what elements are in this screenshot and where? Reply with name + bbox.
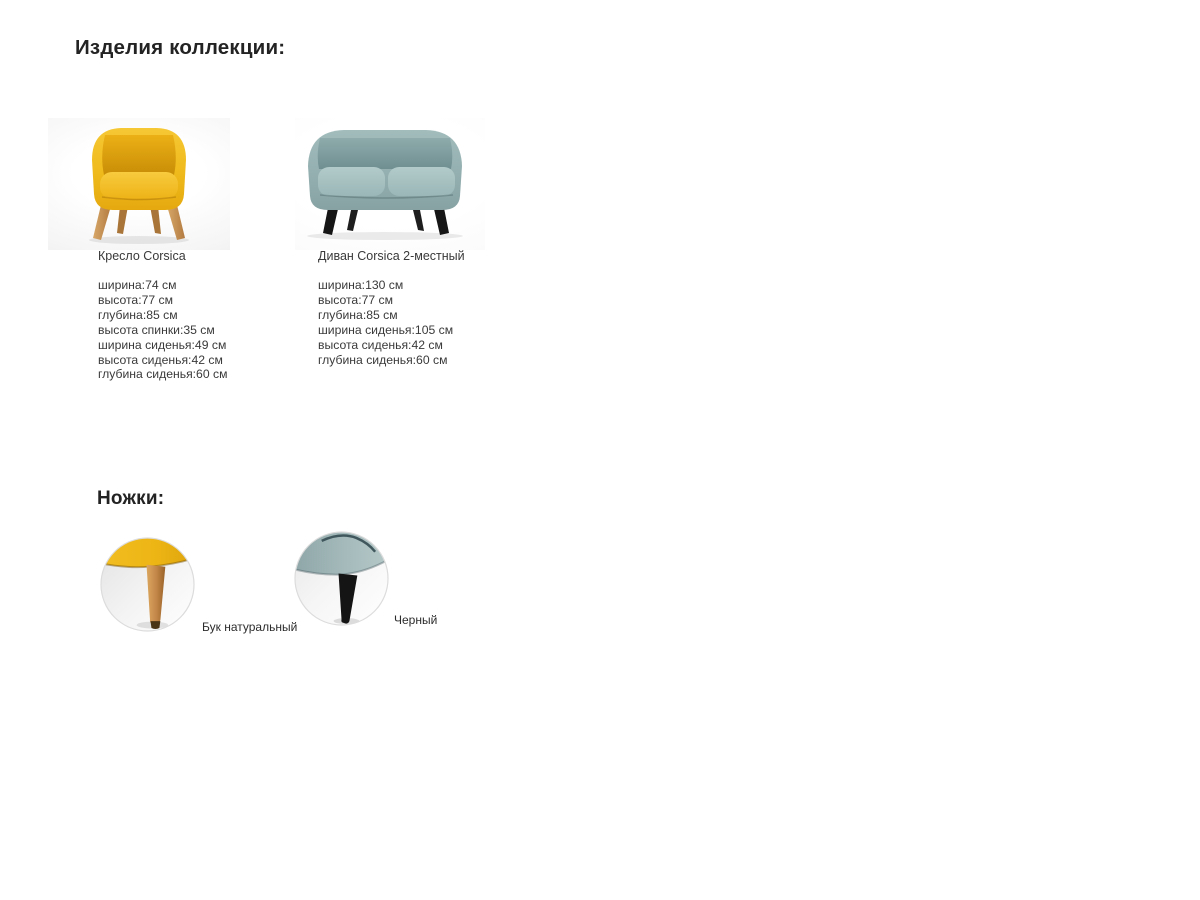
spec-line: глубина:85 см bbox=[98, 307, 178, 322]
natural-beech-leg-illustration bbox=[100, 537, 195, 632]
yellow-armchair-illustration bbox=[48, 118, 230, 250]
product-name-armchair[interactable]: Кресло Corsica bbox=[98, 249, 186, 263]
leg-label-natural-beech: Бук натуральный bbox=[202, 620, 298, 634]
spec-line: высота сиденья:42 см bbox=[318, 337, 443, 352]
leg-swatch-natural-beech bbox=[100, 537, 195, 632]
product-name-sofa[interactable]: Диван Corsica 2-местный bbox=[318, 249, 465, 263]
black-leg-illustration bbox=[294, 530, 389, 627]
spec-line: глубина:85 см bbox=[318, 307, 398, 322]
spec-line: глубина сиденья:60 см bbox=[98, 367, 228, 382]
spec-line: ширина сиденья:105 см bbox=[318, 322, 454, 337]
leg-swatch-black bbox=[294, 530, 389, 627]
armchair-product-image[interactable] bbox=[48, 118, 230, 250]
spec-line: ширина:74 см bbox=[98, 278, 177, 292]
spec-line: высота:77 см bbox=[98, 292, 173, 307]
spec-line: высота спинки:35 см bbox=[98, 322, 215, 337]
leg-label-black: Черный bbox=[394, 613, 438, 627]
spec-line: ширина:130 см bbox=[318, 278, 404, 292]
spec-line: ширина сиденья:49 см bbox=[98, 337, 227, 352]
product-specs-sofa bbox=[318, 278, 453, 367]
sofa-product-image[interactable] bbox=[295, 118, 485, 250]
spec-line: высота:77 см bbox=[318, 292, 393, 307]
spec-line: высота сиденья:42 см bbox=[98, 352, 223, 367]
legs-heading: Ножки: bbox=[97, 488, 165, 509]
product-specs-armchair bbox=[98, 278, 227, 382]
collection-heading: Изделия коллекции: bbox=[75, 36, 286, 59]
spec-line: глубина сиденья:60 см bbox=[318, 352, 448, 367]
teal-sofa-illustration bbox=[295, 118, 485, 250]
